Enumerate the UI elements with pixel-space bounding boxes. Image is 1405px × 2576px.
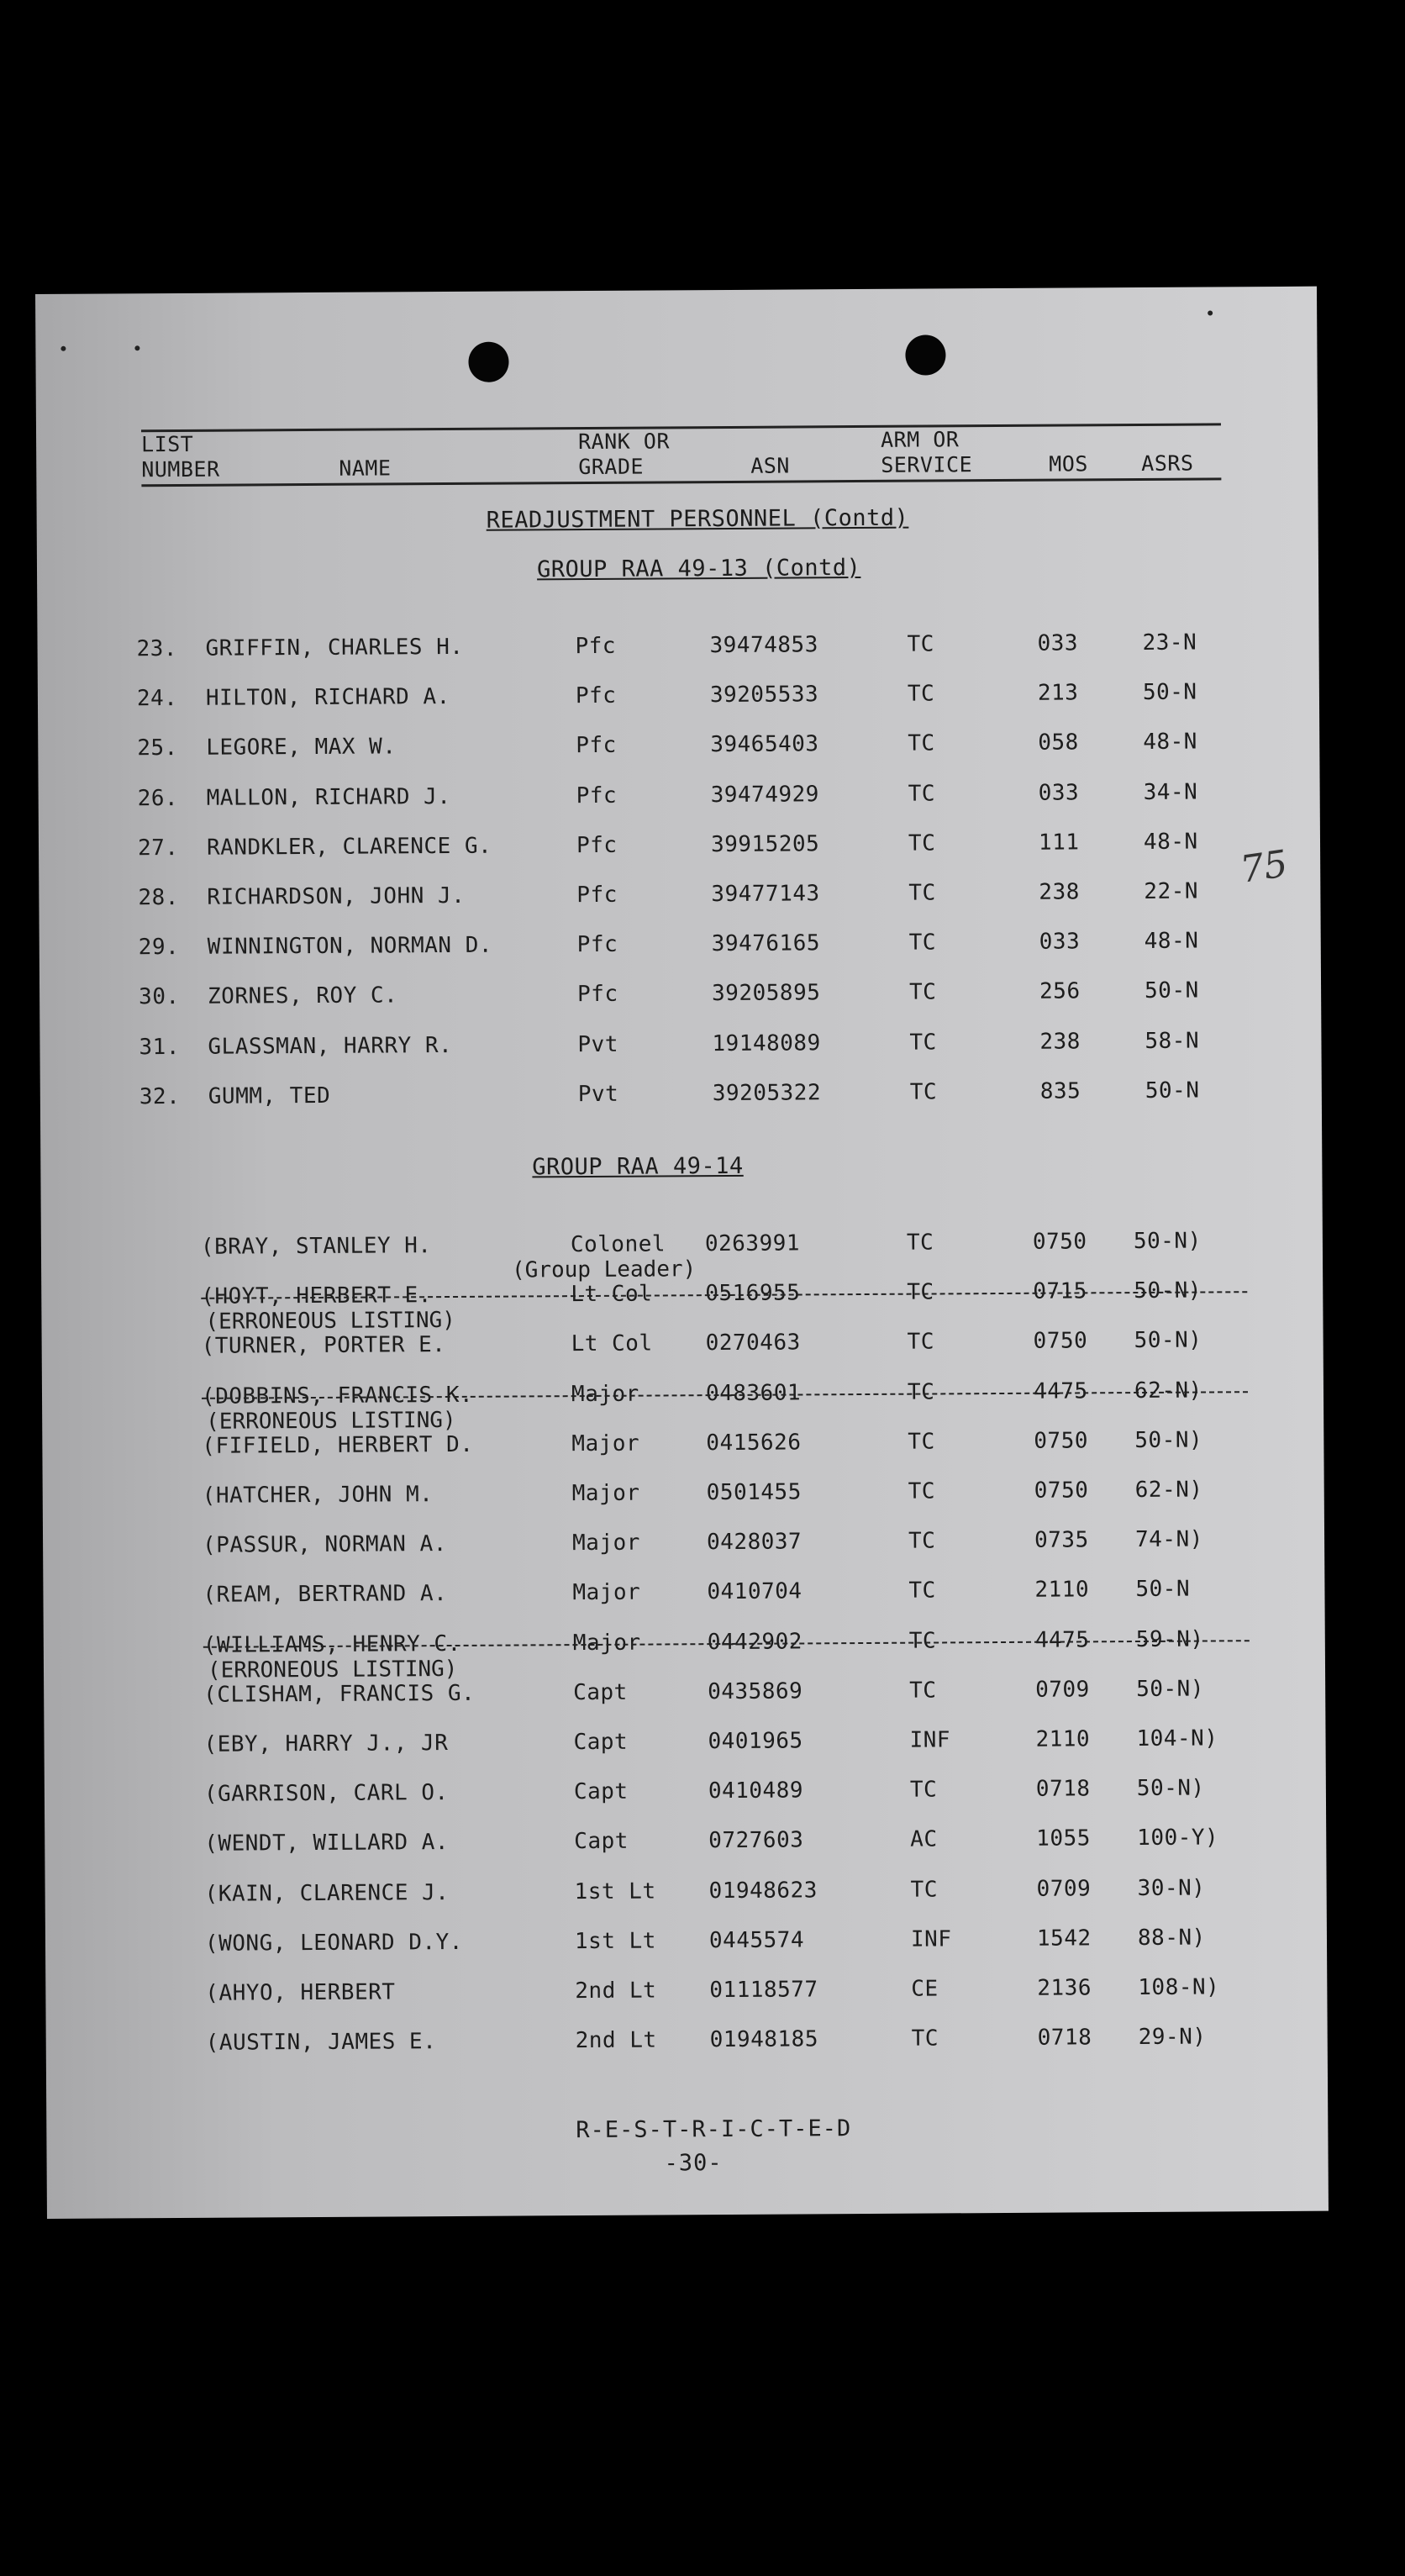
cell-asn: 01948185 xyxy=(709,2026,819,2053)
cell-rank: 2nd Lt xyxy=(575,2027,657,2054)
cell-rank: Lt Col xyxy=(571,1281,653,1308)
cell-num: 23. xyxy=(136,635,178,662)
cell-asn: 0428037 xyxy=(706,1529,802,1556)
cell-asn: 39915205 xyxy=(710,831,820,857)
cell-num: 29. xyxy=(138,935,180,961)
cell-rank: Colonel xyxy=(570,1231,666,1258)
cell-mos: 0715 xyxy=(1033,1278,1087,1304)
cell-mos: 213 xyxy=(1037,680,1079,706)
cell-rank: Pfc xyxy=(576,882,618,909)
group1-title: GROUP RAA 49-13 (Contd) xyxy=(536,555,861,583)
cell-asn: 39205322 xyxy=(712,1080,822,1106)
list-row xyxy=(39,977,1300,1019)
cell-asrs: 59-N) xyxy=(1135,1626,1204,1652)
cell-arm: TC xyxy=(911,2026,939,2052)
cell-name: (WENDT, WILLARD A. xyxy=(204,1830,450,1857)
cell-asrs: 30-N) xyxy=(1137,1875,1206,1901)
cell-asrs: 50-N) xyxy=(1134,1277,1202,1304)
cell-mos: 238 xyxy=(1039,879,1080,905)
speck xyxy=(134,345,139,350)
cell-rank: Capt xyxy=(573,1778,629,1805)
cell-asrs: 34-N xyxy=(1143,779,1198,805)
cell-arm: TC xyxy=(908,880,936,906)
cell-arm: TC xyxy=(908,1478,936,1504)
group-leader-note: (Group Leader) xyxy=(512,1256,697,1283)
cell-mos: 4475 xyxy=(1033,1378,1088,1404)
cell-name: (GARRISON, CARL O. xyxy=(203,1780,449,1807)
list-row xyxy=(39,878,1299,919)
cell-num: 26. xyxy=(137,785,179,811)
cell-asrs: 50-N xyxy=(1144,977,1199,1004)
cell-name: (DOBBINS, FRANCIS K. xyxy=(201,1382,474,1409)
cell-asrs: 48-N xyxy=(1143,729,1197,756)
cell-rank: Lt Col xyxy=(571,1330,653,1357)
cell-rank: Major xyxy=(571,1381,639,1407)
cell-name: (HATCHER, JOHN M. xyxy=(202,1482,434,1509)
cell-asrs: 108-N) xyxy=(1138,1974,1220,2001)
cell-asrs: 50-N xyxy=(1135,1577,1191,1603)
list-row xyxy=(39,1027,1300,1068)
cell-arm: TC xyxy=(908,830,936,856)
cell-asrs: 50-N) xyxy=(1134,1327,1202,1354)
cell-asn: 0445574 xyxy=(708,1927,805,1953)
cell-asrs: 29-N) xyxy=(1138,2024,1207,2051)
group2-title: GROUP RAA 49-14 xyxy=(532,1152,744,1181)
cell-name: (REAM, BERTRAND A. xyxy=(203,1581,448,1609)
cell-arm: TC xyxy=(907,1379,935,1405)
footer-classification: R-E-S-T-R-I-C-T-E-D xyxy=(576,2115,852,2144)
cell-rank: 2nd Lt xyxy=(575,1978,657,2004)
col-header-asrs: ASRS xyxy=(1141,450,1194,476)
cell-rank: Pfc xyxy=(577,982,618,1008)
cell-name: ZORNES, ROY C. xyxy=(208,982,398,1010)
cell-arm: TC xyxy=(909,979,937,1006)
cell-mos: 2136 xyxy=(1037,1975,1092,2001)
cell-num: 31. xyxy=(139,1034,181,1060)
cell-arm: TC xyxy=(907,1279,934,1305)
col-header-arm: ARM OR SERVICE xyxy=(880,427,973,477)
cell-num: 28. xyxy=(138,884,179,911)
cell-name: (WILLIAMS, HENRY C. xyxy=(203,1630,461,1658)
cell-asn: 19148089 xyxy=(712,1030,821,1056)
cell-mos: 033 xyxy=(1038,780,1080,806)
speck xyxy=(61,346,66,351)
cell-mos: 1055 xyxy=(1036,1825,1091,1852)
cell-num: 25. xyxy=(137,735,178,761)
cell-name: (AUSTIN, JAMES E. xyxy=(205,2029,437,2056)
cell-name: (EBY, HARRY J., JR xyxy=(203,1731,449,1757)
cell-asrs: 100-Y) xyxy=(1137,1825,1219,1852)
col-header-list-number: LIST NUMBER xyxy=(141,431,220,482)
cell-asn: 39477143 xyxy=(711,881,820,908)
cell-asn: 39476165 xyxy=(711,930,821,957)
cell-asn: 39205533 xyxy=(709,682,819,709)
cell-mos: 0750 xyxy=(1034,1428,1089,1454)
cell-name: (BRAY, STANLEY H. xyxy=(200,1233,432,1260)
list-row xyxy=(39,778,1299,819)
erroneous-listing-note: (ERRONEOUS LISTING) xyxy=(206,1407,456,1435)
cell-mos: 835 xyxy=(1039,1078,1081,1104)
cell-mos: 033 xyxy=(1039,929,1081,955)
cell-asn: 0501455 xyxy=(706,1479,802,1506)
cell-asrs: 50-N) xyxy=(1136,1775,1205,1802)
header-top-rule xyxy=(141,423,1221,432)
cell-arm: TC xyxy=(908,1628,937,1654)
cell-asn: 0270463 xyxy=(705,1330,801,1356)
list-row xyxy=(43,1477,1303,1518)
cell-mos: 2110 xyxy=(1035,1726,1091,1752)
cell-asrs: 74-N) xyxy=(1134,1526,1203,1553)
cell-mos: 0750 xyxy=(1033,1328,1088,1355)
col-header-asn: ASN xyxy=(750,453,791,478)
cell-name: GUMM, TED xyxy=(208,1083,331,1109)
cell-arm: TC xyxy=(909,1678,937,1704)
cell-mos: 0709 xyxy=(1035,1677,1090,1703)
header-bottom-rule xyxy=(141,477,1221,487)
cell-num: 27. xyxy=(137,835,179,861)
cell-mos: 0750 xyxy=(1034,1478,1089,1504)
list-row xyxy=(45,1775,1305,1816)
cell-asn: 39474929 xyxy=(710,781,819,808)
cell-name: (HOYT, HERBERT E. xyxy=(201,1283,432,1310)
cell-arm: TC xyxy=(909,1079,938,1105)
cell-asn: 0410704 xyxy=(707,1578,802,1605)
cell-arm: TC xyxy=(909,1777,938,1803)
cell-rank: Major xyxy=(572,1580,641,1606)
cell-rank: Pvt xyxy=(577,1031,619,1057)
cell-asrs: 48-N xyxy=(1144,928,1199,955)
list-row xyxy=(40,1077,1301,1119)
cell-rank: 1st Lt xyxy=(574,1928,656,1954)
cell-arm: TC xyxy=(907,681,935,707)
cell-asn: 0483601 xyxy=(705,1380,802,1406)
list-row xyxy=(38,679,1298,720)
col-header-mos: MOS xyxy=(1049,451,1089,477)
list-row xyxy=(38,729,1298,770)
cell-arm: TC xyxy=(908,1429,935,1455)
cell-num: 30. xyxy=(139,984,180,1010)
cell-asrs: 50-N) xyxy=(1136,1676,1205,1702)
list-row xyxy=(44,1676,1304,1717)
cell-arm: TC xyxy=(908,781,936,807)
col-header-name: NAME xyxy=(339,456,392,481)
document-page xyxy=(35,287,1329,2219)
cell-mos: 0718 xyxy=(1035,1776,1091,1802)
cell-asn: 0410489 xyxy=(708,1778,804,1804)
cell-rank: Major xyxy=(571,1430,640,1457)
cell-rank: Major xyxy=(571,1530,640,1557)
speck xyxy=(1208,310,1213,315)
cell-name: LEGORE, MAX W. xyxy=(206,734,397,761)
cell-asrs: 22-N xyxy=(1144,878,1199,904)
cell-asrs: 50-N) xyxy=(1133,1228,1202,1255)
cell-asrs: 50-N xyxy=(1145,1077,1200,1104)
cell-arm: TC xyxy=(908,730,935,757)
cell-asrs: 50-N xyxy=(1142,679,1197,706)
cell-arm: TC xyxy=(908,930,937,956)
list-row xyxy=(39,928,1300,969)
cell-rank: Pfc xyxy=(576,931,618,958)
cell-name: (CLISHAM, FRANCIS G. xyxy=(203,1680,476,1708)
cell-mos: 238 xyxy=(1039,1029,1081,1055)
cell-rank: Pvt xyxy=(577,1081,619,1107)
list-row xyxy=(43,1526,1303,1567)
cell-asn: 0442902 xyxy=(707,1629,802,1655)
list-row xyxy=(44,1725,1304,1767)
cell-asn: 0435869 xyxy=(708,1678,803,1704)
list-row xyxy=(42,1427,1302,1468)
cell-rank: Major xyxy=(571,1480,640,1507)
cell-name: (FIFIELD, HERBERT D. xyxy=(202,1431,474,1459)
cell-num: 24. xyxy=(136,686,178,712)
cell-asn: 39474853 xyxy=(709,632,818,659)
cell-arm: TC xyxy=(908,1528,936,1554)
cell-asrs: 62-N) xyxy=(1134,1477,1203,1504)
list-row xyxy=(45,1974,1306,2015)
erroneous-listing-note: (ERRONEOUS LISTING) xyxy=(205,1308,455,1335)
cell-rank: Pfc xyxy=(576,782,618,809)
cell-arm: TC xyxy=(909,1030,937,1056)
cell-asn: 39465403 xyxy=(710,731,819,758)
cell-asrs: 104-N) xyxy=(1136,1725,1218,1752)
list-row xyxy=(42,1327,1302,1368)
col-header-rank: RANK OR GRADE xyxy=(577,429,671,480)
cell-asrs: 58-N xyxy=(1145,1028,1200,1054)
cell-mos: 0709 xyxy=(1036,1875,1092,1902)
cell-rank: Pfc xyxy=(576,832,618,858)
list-row xyxy=(37,630,1297,671)
section-title: READJUSTMENT PERSONNEL (Contd) xyxy=(486,504,909,534)
cell-mos: 111 xyxy=(1038,830,1080,856)
list-row xyxy=(45,1925,1306,1966)
cell-asn: 01118577 xyxy=(709,1977,818,2004)
cell-rank: Capt xyxy=(574,1829,629,1855)
erroneous-listing-note: (ERRONEOUS LISTING) xyxy=(207,1656,458,1683)
list-row xyxy=(46,2024,1307,2065)
cell-arm: TC xyxy=(910,1877,939,1903)
cell-mos: 0718 xyxy=(1037,2025,1092,2051)
cell-rank: Pfc xyxy=(575,633,617,660)
cell-asrs: 23-N xyxy=(1142,630,1197,656)
cell-rank: Pfc xyxy=(575,682,617,709)
list-row xyxy=(45,1825,1305,1866)
list-row xyxy=(39,829,1299,870)
cell-asrs: 88-N) xyxy=(1137,1925,1206,1951)
cell-rank: Capt xyxy=(573,1729,629,1756)
cell-arm: TC xyxy=(907,1329,935,1356)
cell-rank: 1st Lt xyxy=(574,1878,656,1904)
cell-name: (KAIN, CLARENCE J. xyxy=(204,1879,450,1907)
cell-name: (PASSUR, NORMAN A. xyxy=(203,1531,447,1558)
cell-asn: 0516955 xyxy=(705,1280,801,1307)
cell-asrs: 50-N) xyxy=(1134,1427,1203,1453)
cell-name: (AHYO, HERBERT xyxy=(205,1979,396,2006)
cell-mos: 0750 xyxy=(1032,1229,1087,1255)
cell-rank: Pfc xyxy=(576,733,617,759)
punch-hole-right xyxy=(905,335,945,375)
cell-asrs: 62-N) xyxy=(1134,1378,1202,1404)
cell-name: GRIFFIN, CHARLES H. xyxy=(205,634,464,661)
cell-asn: 0401965 xyxy=(708,1728,803,1755)
cell-name: GLASSMAN, HARRY R. xyxy=(208,1032,453,1060)
cell-mos: 058 xyxy=(1038,730,1079,756)
cell-arm: TC xyxy=(908,1578,936,1604)
handwritten-margin-note: 75 xyxy=(1237,842,1291,892)
cell-name: (WONG, LEONARD D.Y. xyxy=(204,1929,464,1957)
cell-arm: TC xyxy=(906,1230,934,1256)
cell-num: 32. xyxy=(139,1083,181,1110)
list-row xyxy=(43,1576,1303,1617)
cell-name: HILTON, RICHARD A. xyxy=(205,684,450,711)
cell-mos: 256 xyxy=(1039,978,1081,1005)
cell-mos: 033 xyxy=(1037,630,1079,656)
cell-asrs: 48-N xyxy=(1143,829,1198,855)
cell-arm: INF xyxy=(909,1727,951,1753)
cell-name: RANDKLER, CLARENCE G. xyxy=(206,833,492,861)
cell-asn: 0415626 xyxy=(706,1430,802,1456)
cell-arm: INF xyxy=(910,1926,952,1952)
cell-name: RICHARDSON, JOHN J. xyxy=(207,882,466,910)
cell-rank: Capt xyxy=(573,1679,628,1705)
cell-name: MALLON, RICHARD J. xyxy=(206,783,451,811)
cell-asn: 0263991 xyxy=(704,1230,801,1257)
cell-rank: Major xyxy=(572,1630,641,1656)
footer-page-number: -30- xyxy=(664,2150,723,2177)
list-row xyxy=(45,1874,1306,1915)
cell-mos: 0735 xyxy=(1034,1527,1089,1553)
cell-asn: 0727603 xyxy=(708,1827,804,1854)
cell-name: (TURNER, PORTER E. xyxy=(201,1332,446,1360)
punch-hole-left xyxy=(468,342,508,382)
cell-arm: CE xyxy=(911,1976,939,2002)
cell-asn: 01948623 xyxy=(708,1877,818,1904)
cell-arm: TC xyxy=(907,631,934,657)
cell-mos: 2110 xyxy=(1034,1577,1090,1604)
cell-mos: 1542 xyxy=(1036,1925,1092,1952)
cell-mos: 4475 xyxy=(1034,1626,1090,1653)
cell-asn: 39205895 xyxy=(712,980,821,1007)
cell-name: WINNINGTON, NORMAN D. xyxy=(207,932,493,960)
cell-arm: AC xyxy=(910,1826,938,1853)
